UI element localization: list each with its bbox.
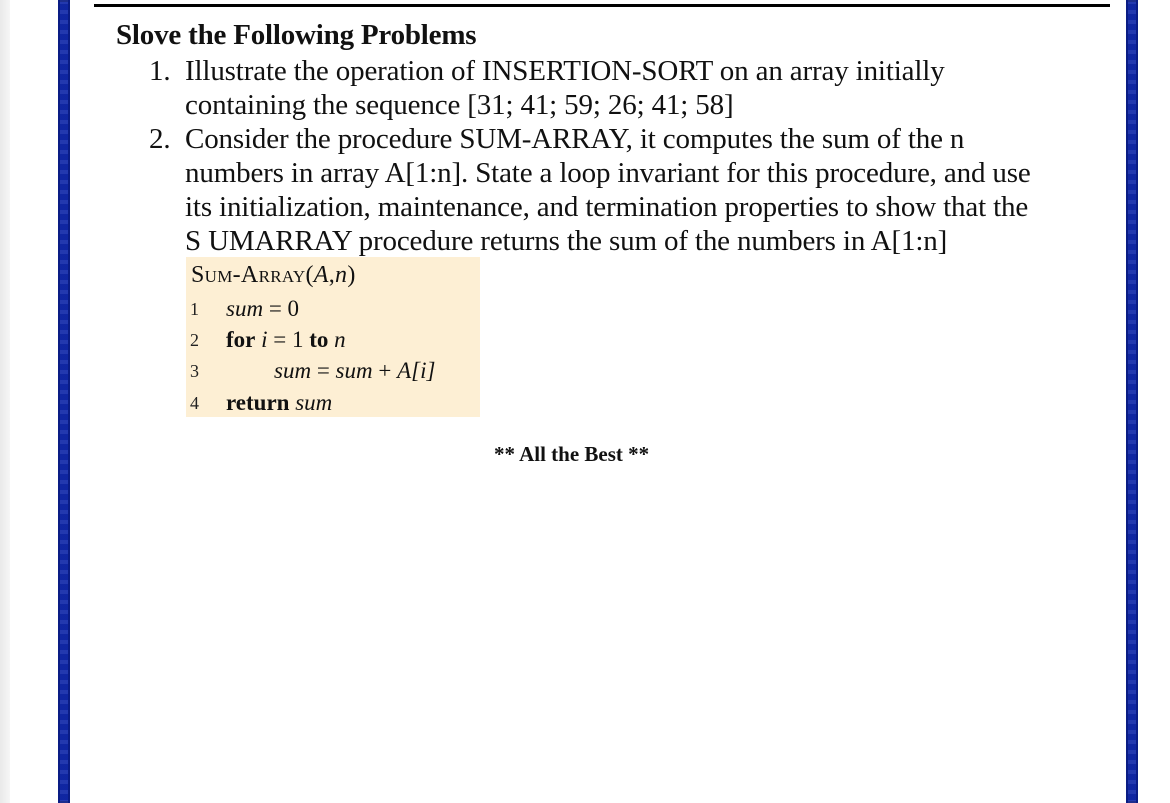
code-line-number: 3 <box>190 361 199 381</box>
top-divider-line <box>94 4 1110 7</box>
return-value: sum <box>295 390 333 415</box>
assignment-operator: = <box>316 358 330 383</box>
problem-item-1 <box>116 54 1106 122</box>
right-page-border <box>1126 0 1138 803</box>
keyword-for: for <box>226 327 256 352</box>
problem-line: S UMARRAY procedure returns the sum of the numbers in A[1:n] <box>185 225 948 257</box>
loop-variable: i <box>261 327 268 352</box>
problem-line: numbers in array A[1:n]. State a loop invariant for this procedure, and use <box>185 157 1031 189</box>
assignment-value: = 0 <box>268 296 300 321</box>
length-parameter: n <box>335 262 348 288</box>
parameter-separator: , <box>328 262 336 288</box>
plus-operator: + <box>378 358 392 383</box>
code-line-number: 2 <box>190 330 199 350</box>
left-margin-shadow <box>0 0 10 803</box>
page-title: Slove the Following Problems <box>116 19 477 51</box>
array-element: A[i] <box>397 358 436 383</box>
array-parameter: A <box>313 262 329 288</box>
code-line-content <box>226 388 332 418</box>
left-page-border <box>58 0 70 803</box>
problem-number: 2. <box>149 123 171 155</box>
problem-number: 1. <box>149 55 171 87</box>
problem-item-2 <box>116 122 1106 258</box>
parenthesis-open: ( <box>305 262 314 288</box>
problem-list <box>116 54 1106 258</box>
keyword-to: to <box>309 327 329 352</box>
procedure-name: Sum-Array <box>191 262 306 288</box>
code-line-content <box>274 356 435 386</box>
loop-start: = 1 <box>273 327 304 352</box>
keyword-return: return <box>226 390 290 415</box>
variable-sum: sum <box>274 358 312 383</box>
code-line-number: 1 <box>190 299 199 319</box>
code-line-number: 4 <box>190 393 199 413</box>
problem-line: its initialization, maintenance, and termination properties to show that the <box>185 191 1029 223</box>
variable-sum: sum <box>335 358 373 383</box>
code-line-content <box>226 294 299 324</box>
problem-line: containing the sequence [31; 41; 59; 26; 41; 58] <box>185 89 734 121</box>
problem-line: Consider the procedure SUM-ARRAY, it computes the sum of the n <box>185 123 965 155</box>
parenthesis-close: ) <box>347 262 356 288</box>
procedure-signature <box>191 260 356 290</box>
pseudocode-box <box>186 257 480 417</box>
problem-sheet-content <box>116 16 1106 258</box>
code-line-content <box>226 325 346 355</box>
document-page <box>10 0 1170 803</box>
loop-end: n <box>334 327 346 352</box>
variable-sum: sum <box>226 296 264 321</box>
closing-message: ** All the Best ** <box>494 442 650 466</box>
problem-line: Illustrate the operation of INSERTION-SORT on an array initially <box>185 55 945 87</box>
